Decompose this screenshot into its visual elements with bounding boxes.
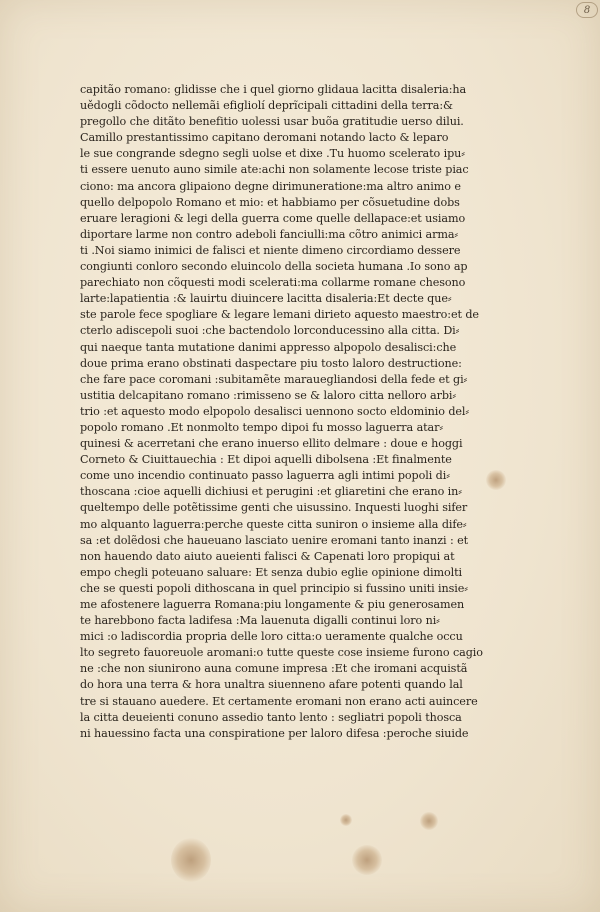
text-line: sa :et dolẽdosi che haueuano lasciato uenire eromani tanto inanzi : et — [80, 533, 469, 547]
text-line: me afostenere laguerra Romana:piu longamente & piu generosamen — [80, 598, 465, 611]
text-line: qui naeque tanta mutatione danimi appresso alpopolo desalisci:che — [80, 340, 457, 354]
text-line: mici :o ladiscordia propria delle loro citta:o ueramente qualche occu — [80, 630, 463, 644]
foxing-stain — [340, 814, 352, 826]
text-line: ste parole fece spogliare & legare lemani dirieto aquesto maestro:et de — [80, 308, 479, 322]
text-line: mo alquanto laguerra:perche queste citta suniron o insieme alla dife⸗ — [80, 517, 467, 531]
text-line: Corneto & Ciuittauechia : Et dipoi aquelli dibolsena :Et finalmente — [80, 453, 452, 467]
text-line: uědogli cõdocto nellemãi efigliolí deprĩcipali cittadini della terra:& — [80, 99, 453, 113]
text-line: cterlo adiscepoli suoi :che bactendolo lorconducessino alla citta. Di⸗ — [80, 324, 460, 338]
folio-number — [576, 2, 598, 18]
text-line: tre si stauano auedere. Et certamente eromani non erano acti auincere — [80, 694, 478, 708]
text-line: popolo romano .Et nonmolto tempo dipoi fu mosso laguerra atar⸗ — [80, 420, 443, 434]
foxing-stain — [420, 812, 438, 830]
text-column — [80, 82, 532, 742]
text-line: eruare leragioni & legi della guerra come quelle dellapace:et usiamo — [80, 211, 466, 225]
text-line: te harebbono facta ladifesa :Ma lauenuta digalli continui loro ni⸗ — [80, 614, 440, 628]
text-line: diportare larme non contro adeboli fanciulli:ma cõtro animici arma⸗ — [80, 227, 459, 241]
text-line: thoscana :cioe aquelli dichiusi et perugini :et gliaretini che erano in⸗ — [80, 485, 462, 499]
foxing-stain — [171, 838, 211, 882]
text-line: che fare pace coromani :subitamẽte marauegliandosi della fede et gi⸗ — [80, 372, 468, 386]
text-line: ciono: ma ancora glipaiono degne dirimuneratione:ma altro animo e — [80, 179, 461, 193]
text-line: la citta deueienti conuno assedio tanto lento : segliatri popoli thosca — [80, 710, 462, 724]
text-line: queltempo delle potẽtissime genti che uisussino. Inquesti luoghi sifer — [80, 501, 468, 515]
folio-number-text: 8 — [583, 4, 591, 16]
text-line: non hauendo dato aiuto aueienti falisci & Capenati loro propiqui at — [80, 549, 455, 563]
text-line: capitão romano: glidisse che i quel giorno glidaua lacitta disaleria:ha — [80, 83, 467, 96]
text-line: le sue congrande sdegno segli uolse et dixe .Tu huomo scelerato ipu⸗ — [80, 147, 465, 161]
text-line: pregollo che ditãto benefitio uolessi usar buõa gratitudie uerso dilui. — [80, 115, 464, 129]
text-line: quinesi & acerretani che erano inuerso ellito delmare : doue e hoggi — [80, 437, 463, 451]
text-line: che se questi popoli dithoscana in quel principio si fussino uniti insie⸗ — [80, 581, 468, 595]
text-line: ti essere uenuto auno simile ate:achi non solamente lecose triste piac — [80, 163, 469, 177]
text-line: congiunti conloro secondo eluincolo della societa humana .Io sono ap — [80, 260, 468, 274]
text-line: come uno incendio continuato passo laguerra agli intimi popoli di⸗ — [80, 469, 450, 483]
text-line: ti .Noi siamo inimici de falisci et niente dimeno circordiamo dessere — [80, 243, 461, 257]
text-line: ni hauessino facta una conspiratione per laloro difesa :peroche siuide — [80, 726, 469, 740]
text-line: larte:lapatientia :& lauirtu diuincere lacitta disaleria:Et decte que⸗ — [80, 292, 452, 306]
foxing-stain — [352, 845, 382, 875]
text-line: ustitia delcapitano romano :rimisseno se & laloro citta nelloro arbi⸗ — [80, 388, 456, 402]
text-line: parechiato non cõquesti modi scelerati:ma collarme romane chesono — [80, 276, 466, 290]
text-line: doue prima erano obstinati daspectare piu tosto laloro destructione: — [80, 356, 462, 370]
text-line: lto segreto fauoreuole aromani:o tutte queste cose insieme furono cagio — [80, 646, 483, 660]
text-line: do hora una terra & hora unaltra siuenneno afare potenti quando lal — [80, 678, 463, 692]
text-line: trio :et aquesto modo elpopolo desalisci uennono socto eldominio del⸗ — [80, 404, 470, 418]
text-line: ne :che non siunirono auna comune impresa :Et che iromani acquistã — [80, 662, 468, 676]
text-line: empo chegli poteuano saluare: Et senza dubio eglie opinione dimolti — [80, 565, 463, 579]
text-line: quello delpopolo Romano et mio: et habbiamo per cõsuetudine dobs — [80, 195, 460, 209]
text-line: Camillo prestantissimo capitano deromani notando lacto & leparo — [80, 131, 449, 145]
